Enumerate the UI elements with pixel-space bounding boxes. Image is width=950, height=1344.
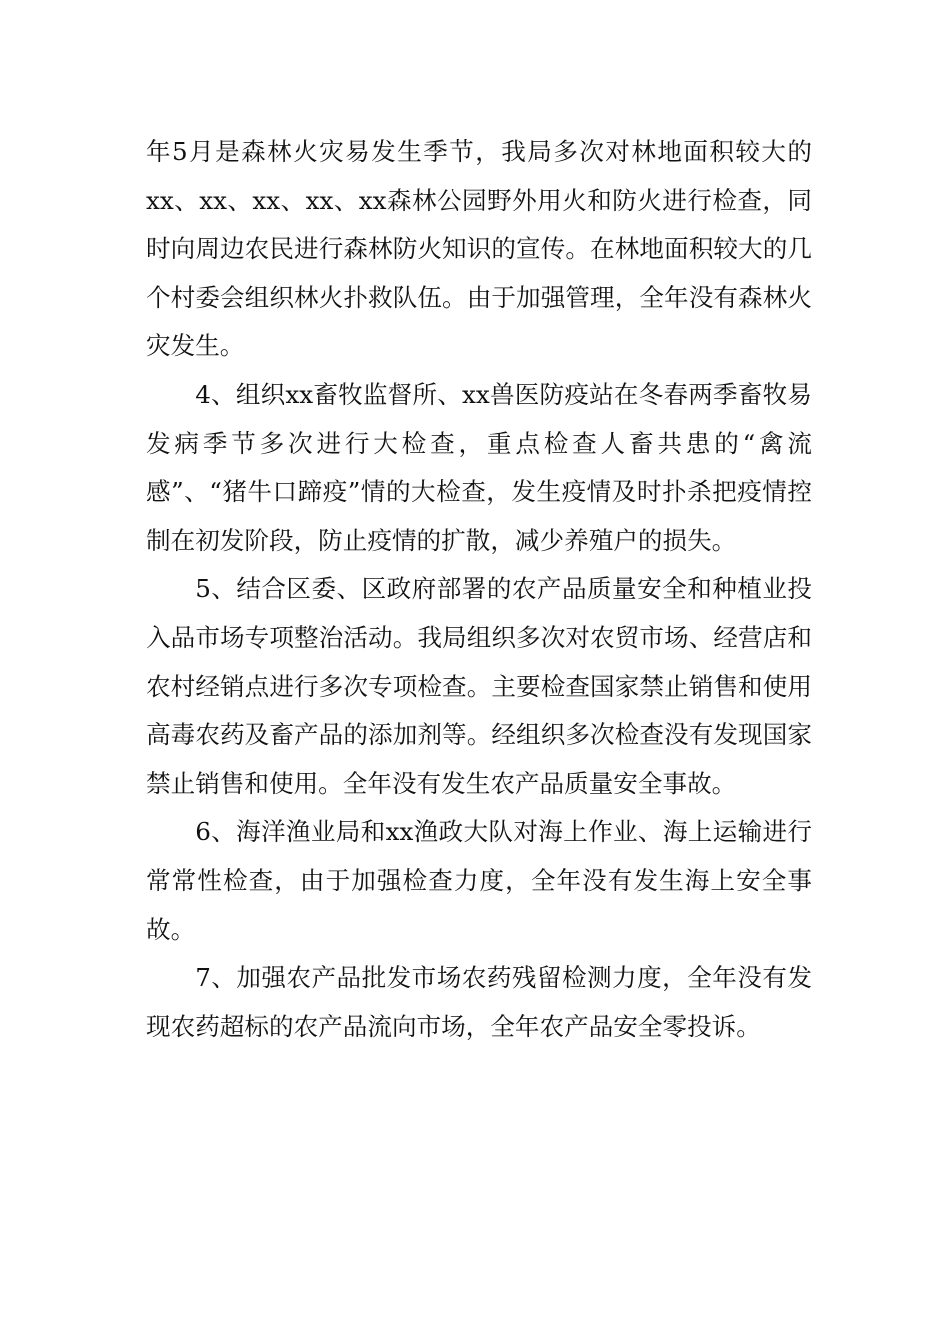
paragraph-item-4: 4、组织xx畜牧监督所、xx兽医防疫站在冬春两季畜牧易发病季节多次进行大检查，重点检查人畜共患的“禽流感”、“猪牛口蹄疫”情的大检查，发生疫情及时扑杀把疫情控制在初发阶段，防止疫情的扩散，减少养殖户的损失。 [146, 379, 812, 555]
document-body [146, 128, 812, 1051]
paragraph-item-7: 7、加强农产品批发市场农药残留检测力度，全年没有发现农药超标的农产品流向市场，全年农产品安全零投诉。 [146, 963, 812, 1041]
paragraph-item-6: 6、海洋渔业局和xx渔政大队对海上作业、海上运输进行常常性检查，由于加强检查力度，全年没有发生海上安全事故。 [146, 817, 812, 944]
paragraph-forest-fire: 年5月是森林火灾易发生季节，我局多次对林地面积较大的xx、xx、xx、xx、xx森林公园野外用火和防火进行检查，同时向周边农民进行森林防火知识的宣传。在林地面积较大的几个村委会组织林火扑救队伍。由于加强管理，全年没有森林火灾发生。 [146, 137, 812, 361]
paragraph-item-5: 5、结合区委、区政府部署的农产品质量安全和种植业投入品市场专项整治活动。我局组织多次对农贸市场、经营店和农村经销点进行多次专项检查。主要检查国家禁止销售和使用高毒农药及畜产品的添加剂等。经组织多次检查没有发现国家禁止销售和使用。全年没有发生农产品质量安全事故。 [146, 574, 812, 798]
